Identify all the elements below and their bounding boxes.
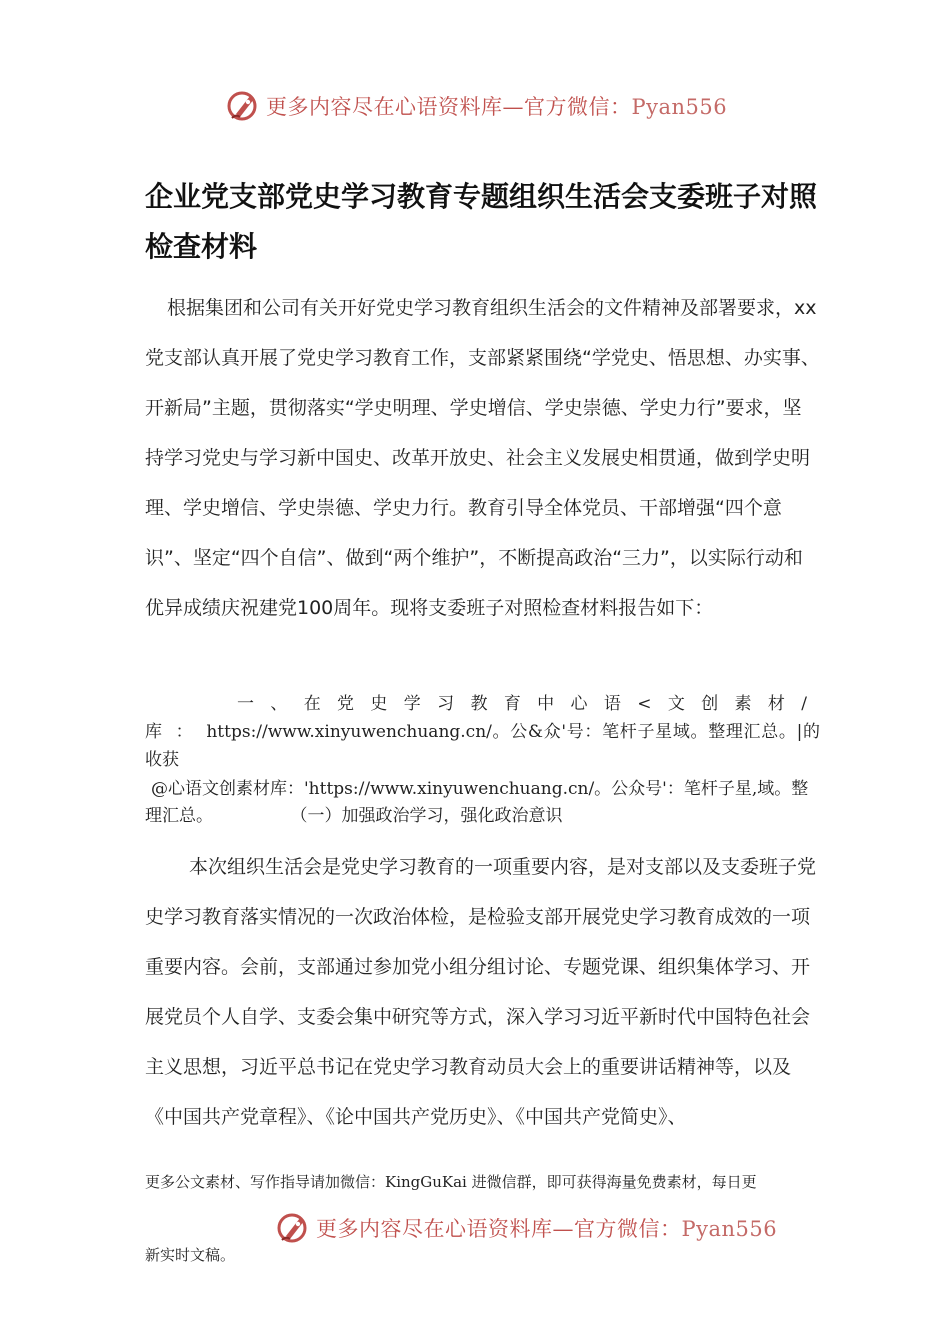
section-heading bbox=[145, 690, 820, 774]
section-heading-rest: https://www.xinyuwenchuang.cn/。公&众'号：笔杆子星域。整理汇总。|的收获 bbox=[145, 722, 820, 770]
document-title: 企业党支部党史学习教育专题组织生活会支委班子对照检查材料 bbox=[145, 180, 818, 263]
body-paragraph bbox=[145, 842, 820, 1142]
watermark-banner-bottom bbox=[276, 1208, 777, 1248]
footer-line-1: 更多公文素材、写作指导请加微信：KingGuKai 进微信群，即可获得海量免费素材，每日更 bbox=[145, 1173, 757, 1191]
body-paragraph-text: 本次组织生活会是党史学习教育的一项重要内容，是对支部以及支委班子党史学习教育落实情况的一次政治体检，是检验支部开展党史学习教育成效的一项重要内容。会前，支部通过参加党小组分组讨论、专题党课、组织集体学习、开展党员个人自学、支委会集中研究等方式，深入学习习近平新时代中国特色社会主义思想，习近平总书记在党史学习教育动员大会上的重要讲话精神等，以及《中国共产党章程》、《论中国共产党历史》、《中国共产党简史》、 bbox=[145, 856, 817, 1128]
watermark-inline-text: @心语文创素材库：'https://www.xinyuwenchuang.cn/。公众号'：笔杆子星,域。整理汇总。 bbox=[145, 779, 809, 826]
watermark-banner-top bbox=[226, 86, 727, 126]
watermark-wechat-id-bottom: Pyan556 bbox=[681, 1217, 778, 1241]
watermark-text: 更多内容尽在心语资料库—官方微信：Pyan556 bbox=[266, 95, 728, 119]
watermark-inline-line bbox=[145, 776, 825, 830]
watermark-wechat-id: Pyan556 bbox=[631, 95, 728, 119]
intro-paragraph-text: 根据集团和公司有关开好党史学习教育组织生活会的文件精神及部署要求，xx党支部认真开展了党史学习教育工作，支部紧紧围绕“学党史、悟思想、办实事、开新局”主题，贯彻落实“学史明理、学史增信、学史崇德、学史力行”要求，坚持学习党史与学习新中国史、改革开放史、社会主义发展史相贯通，做到学史明理、学史增信、学史崇德、学史力行。教育引导全体党员、干部增强“四个意识”、坚定“四个自信”、做到“两个维护”，不断提高政治“三力”，以实际行动和优异成绩庆祝建党100周年。现将支委班子对照检查材料报告如下： bbox=[145, 297, 820, 619]
sub-heading: （一）加强政治学习，强化政治意识 bbox=[299, 806, 563, 826]
intro-paragraph bbox=[145, 283, 820, 633]
watermark-text-bottom: 更多内容尽在心语资料库—官方微信：Pyan556 bbox=[316, 1217, 778, 1241]
pen-nib-circle-logo-icon bbox=[276, 1210, 312, 1246]
pen-nib-circle-logo-icon bbox=[226, 88, 262, 124]
footer-line-2: 新实时文稿。 bbox=[145, 1246, 236, 1264]
section-heading-spaced: 一、在党史学习教育中心语<文创素材/库： bbox=[145, 694, 820, 742]
